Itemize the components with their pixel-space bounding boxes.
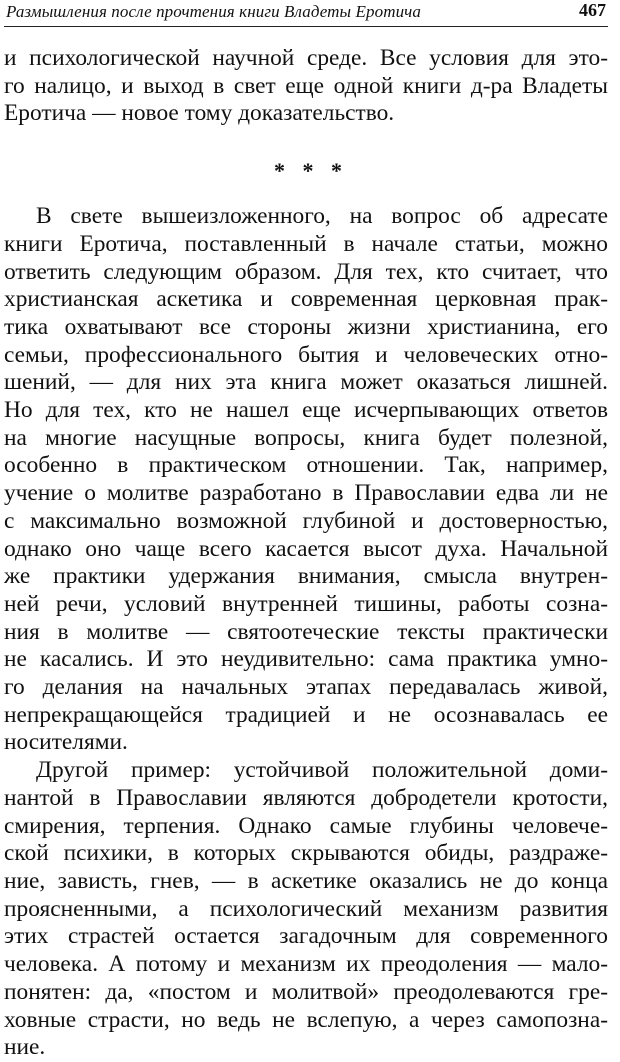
text-line: с максимально возможной глубиной и достоверностью, (4, 507, 608, 534)
text-line: ответить следующим образом. Для тех, кто считает, что (4, 258, 608, 285)
text-line: книги Еротича, поставленный в начале статьи, можно (4, 230, 608, 257)
text-line: В свете вышеизложенного, на вопрос об адресате (36, 203, 608, 230)
text-line: учение о молитве разработано в Православии едва ли не (4, 480, 608, 507)
text-line: ней речи, условий внутренней тишины, работы созна- (4, 590, 608, 617)
section-separator: * * * (274, 158, 348, 184)
text-line: ния в молитве — святоотеческие тексты практически (4, 618, 608, 645)
text-line: го делания на начальных этапах передавалась живой, (4, 674, 608, 701)
text-line: Еротича — новое тому доказательство. (4, 100, 395, 127)
running-head (4, 0, 608, 27)
text-line: ние. (4, 1034, 46, 1061)
text-line: христианская аскетика и современная церковная прак- (4, 286, 608, 313)
page-number: 467 (579, 0, 606, 20)
text-line: однако оно чаще всего касается высот духа. Начальной (4, 535, 608, 562)
text-line: человека. А потому и механизм их преодоления — мало- (4, 951, 608, 978)
continuation-paragraph (4, 45, 608, 128)
text-line: не касались. И это неудивительно: сама практика умно- (4, 646, 608, 673)
text-line: семьи, профессионального бытия и человеческих отно- (4, 341, 608, 368)
text-line: ховные страсти, но ведь не вслепую, а через самопозна- (4, 1006, 608, 1033)
text-line: проясненными, а психологический механизм развития (4, 895, 608, 922)
text-line: носителями. (4, 729, 128, 756)
paragraph-1 (4, 203, 608, 757)
text-line: непрекращающейся традицией и не осознавалась ее (4, 701, 608, 728)
text-line: нантой в Православии являются добродетели кротости, (4, 784, 608, 811)
text-line: го налицо, и выход в свет еще одной книги д-ра Владеты (4, 72, 608, 99)
text-line: и психологической научной среде. Все условия для это- (4, 45, 608, 71)
text-line: же практики удержания внимания, смысла внутрен- (4, 563, 608, 590)
text-line: Другой пример: устойчивой положительной доми- (36, 757, 608, 784)
text-line: понятен: да, «постом и молитвой» преодолеваются гре- (4, 978, 608, 1005)
text-line: на многие насущные вопросы, книга будет полезной, (4, 424, 608, 451)
text-line: ние, зависть, гнев, — в аскетике оказались не до конца (4, 867, 608, 894)
text-line: смирения, терпения. Однако самые глубины человече- (4, 812, 608, 839)
text-line: шений, — для них эта книга может оказаться лишней. (4, 369, 608, 396)
text-line: ской психики, в которых скрываются обиды, раздраже- (4, 840, 608, 867)
running-title: Размышления после прочтения книги Владеты Еротича (6, 2, 421, 21)
text-line: этих страстей остается загадочным для современного (4, 923, 608, 950)
text-line: тика охватывают все стороны жизни христианина, его (4, 313, 608, 340)
text-line: особенно в практическом отношении. Так, например, (4, 452, 608, 479)
text-line: Но для тех, кто не нашел еще исчерпывающих ответов (4, 397, 608, 424)
paragraph-2 (4, 757, 608, 1062)
